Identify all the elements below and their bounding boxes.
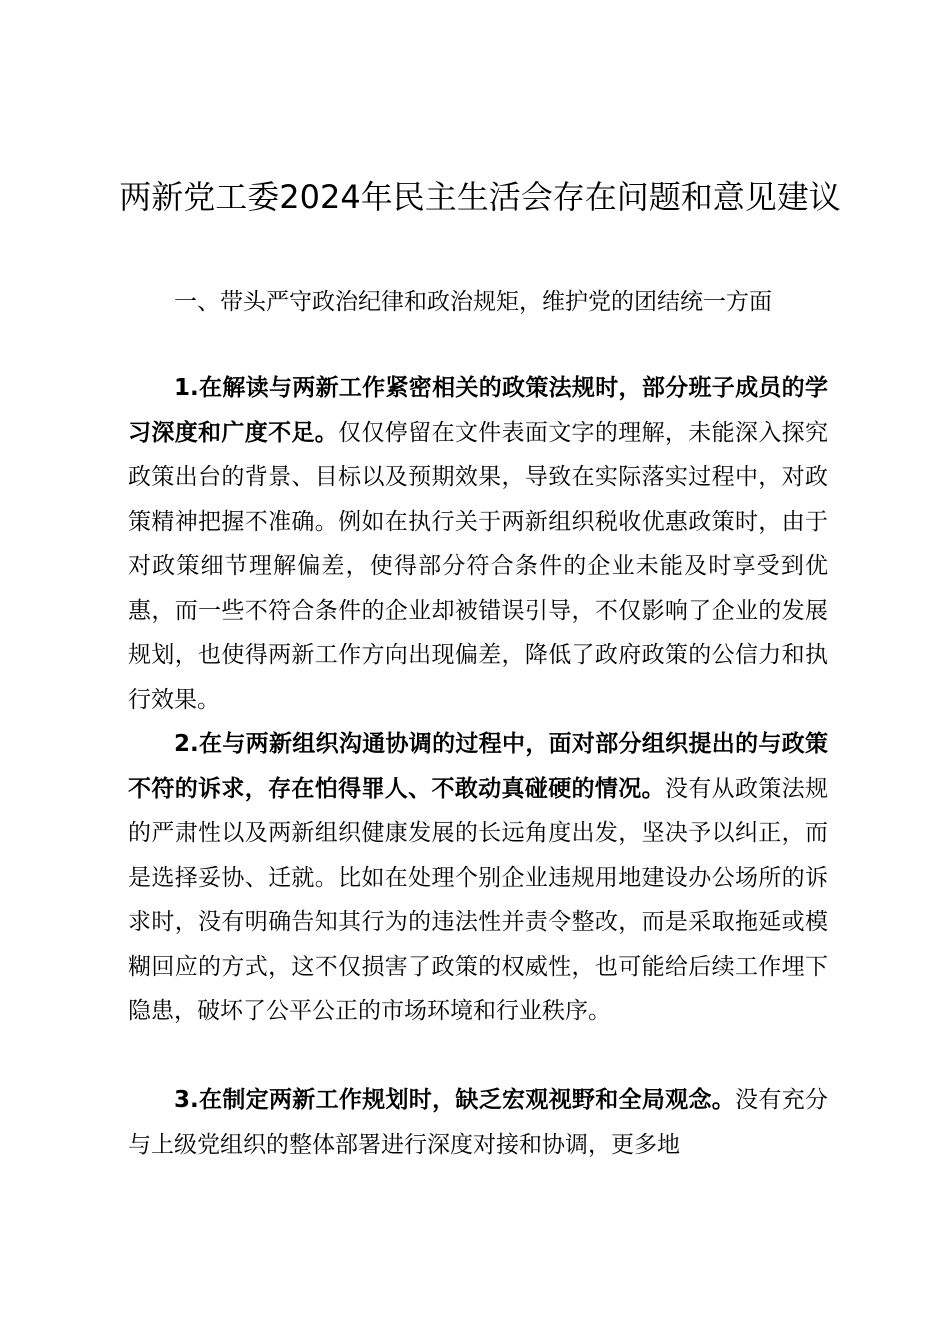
paragraph-3 [128, 1078, 828, 1167]
paragraph-1-lead: 1.在解读与两新工作紧密相关的政策法规时，部分班子成员的学习深度和广度不足。 [128, 375, 828, 446]
paragraph-3-lead: 3.在制定两新工作规划时，缺乏宏观视野和全局观念。 [174, 1087, 736, 1113]
paragraph-1-body: 仅仅停留在文件表面文字的理解，未能深入探究政策出台的背景、目标以及预期效果，导致在实际落实过程中，对政策精神把握不准确。例如在执行关于两新组织税收优惠政策时，由于对政策细节理解偏差，使得部分符合条件的企业未能及时享受到优惠，而一些不符合条件的企业却被错误引导，不仅影响了企业的发展规划，也使得两新工作方向出现偏差，降低了政府政策的公信力和执行效果。 [128, 419, 829, 713]
paragraph-2 [128, 722, 828, 1034]
paragraph-2-lead: 2.在与两新组织沟通协调的过程中，面对部分组织提出的与政策不符的诉求，存在怕得罪人、不敢动真碰硬的情况。 [128, 731, 828, 802]
section-heading: 一、带头严守政治纪律和政治规矩，维护党的团结统一方面 [174, 289, 772, 315]
paragraph-2-body: 没有从政策法规的严肃性以及两新组织健康发展的长远角度出发，坚决予以纠正，而是选择妥协、迁就。比如在处理个别企业违规用地建设办公场所的诉求时，没有明确告知其行为的违法性并责令整改，而是采取拖延或模糊回应的方式，这不仅损害了政策的权威性，也可能给后续工作埋下隐患，破坏了公平公正的市场环境和行业秩序。 [128, 775, 829, 1024]
paragraph-1 [128, 366, 828, 722]
paragraph-3-body: 没有充分与上级党组织的整体部署进行深度对接和协调，更多地 [128, 1087, 828, 1158]
document-title: 两新党工委2024年民主生活会存在问题和意见建议 [119, 178, 841, 216]
